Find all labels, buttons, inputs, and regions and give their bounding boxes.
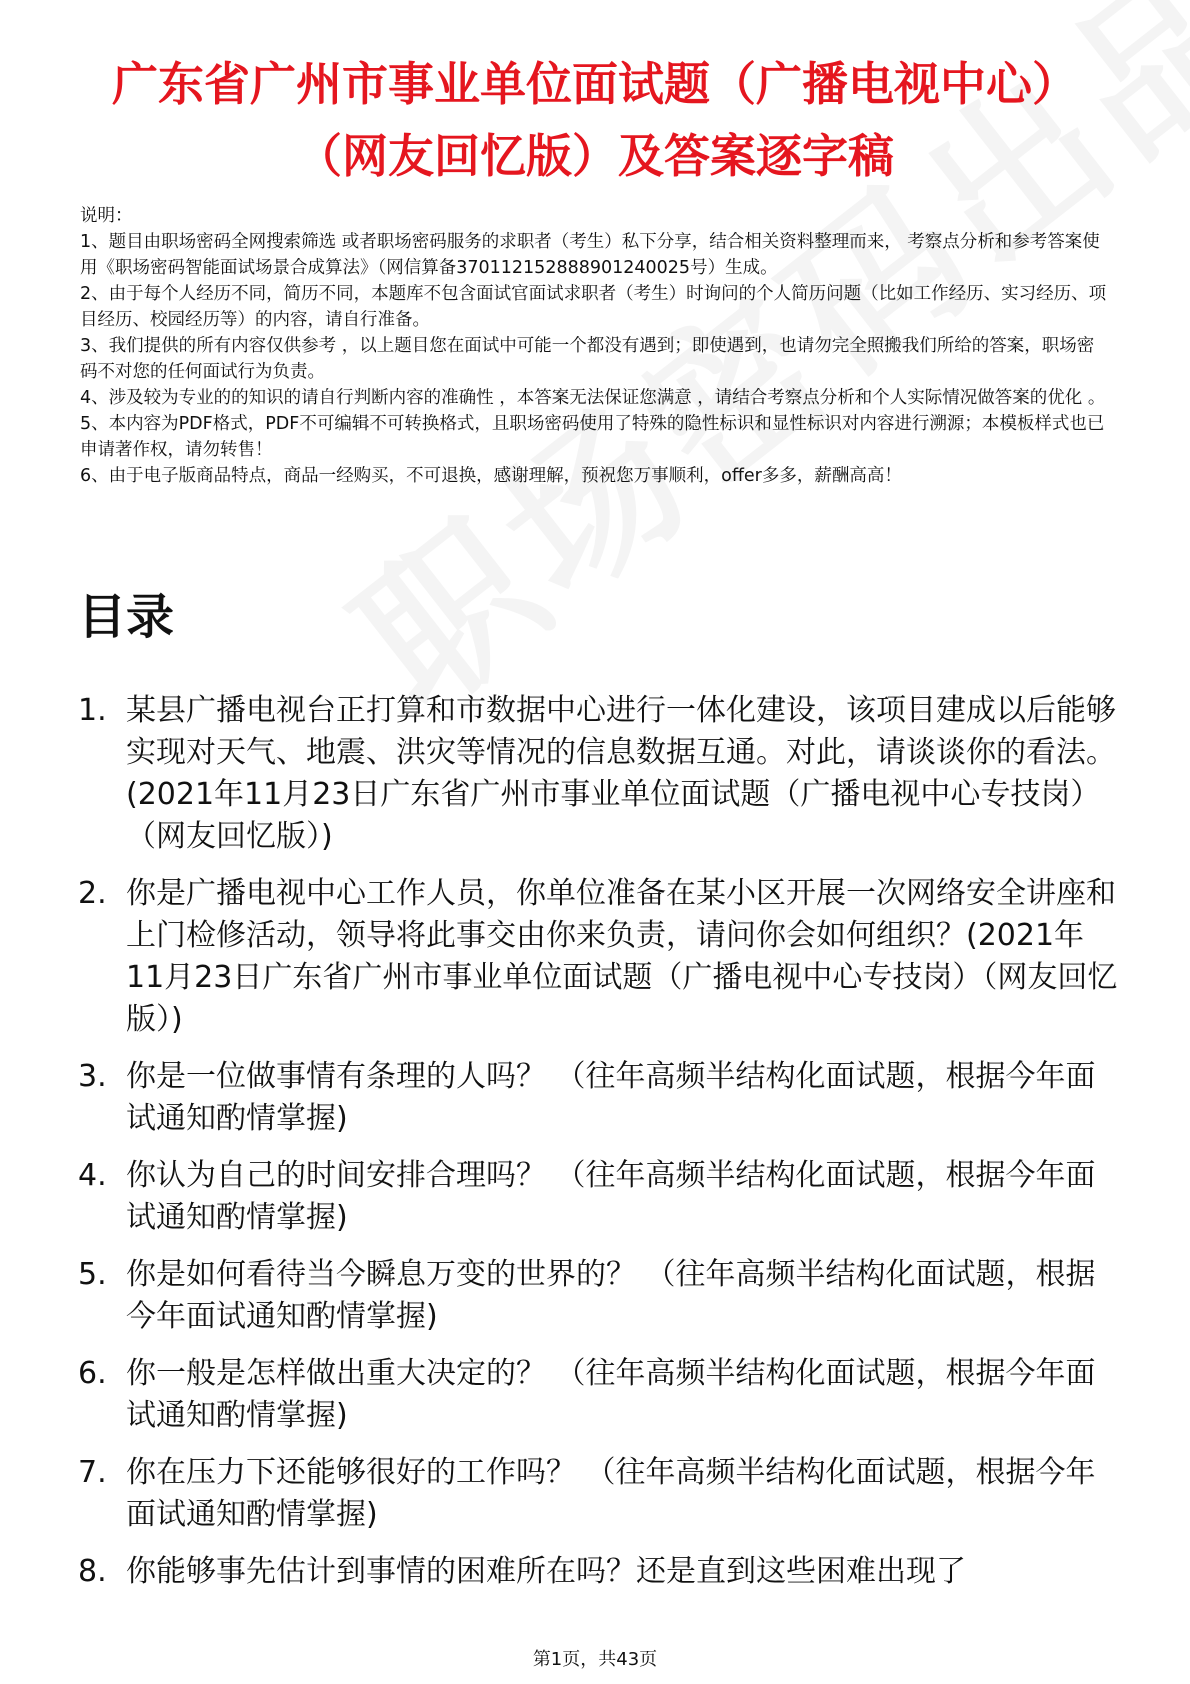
notes-item: 6、由于电子版商品特点，商品一经购买，不可退换，感谢理解，预祝您万事顺利，offer多多，薪酬高高！ (80, 466, 902, 486)
toc-item[interactable] (78, 873, 1118, 1041)
toc-heading: 目录 (78, 589, 175, 645)
toc-item-text[interactable]: 你认为自己的时间安排合理吗？ （往年高频半结构化面试题，根据今年面试通知酌情掌握) (126, 1158, 1096, 1235)
toc-item-text[interactable]: 你能够事先估计到事情的困难所在吗？还是直到这些困难出现了 (126, 1554, 966, 1589)
toc-list (78, 690, 1118, 1608)
toc-item-number: 6. (78, 1356, 107, 1391)
toc-item[interactable] (78, 1155, 1118, 1239)
toc-item-text[interactable]: 你是广播电视中心工作人员，你单位准备在某小区开展一次网络安全讲座和上门检修活动，领导将此事交由你来负责，请问你会如何组织？(2021年11月23日广东省广州市事业单位面试题（广播电视中心专技岗）（网友回忆版）) (126, 876, 1118, 1037)
toc-item[interactable] (78, 1353, 1118, 1437)
toc-item[interactable] (78, 1056, 1118, 1140)
toc-item-text[interactable]: 你是如何看待当今瞬息万变的世界的？ （往年高频半结构化面试题，根据今年面试通知酌情掌握) (126, 1257, 1096, 1334)
notes-heading: 说明： (80, 206, 133, 226)
notes-item: 5、本内容为PDF格式，PDF不可编辑不可转换格式，且职场密码使用了特殊的隐性标识和显性标识对内容进行溯源；本模板样式也已申请著作权，请勿转售！ (80, 414, 1105, 460)
notes-item: 2、由于每个人经历不同，简历不同，本题库不包含面试官面试求职者（考生）时询问的个人简历问题（比如工作经历、实习经历、项目经历、校园经历等）的内容，请自行准备。 (80, 284, 1107, 330)
toc-item-text[interactable]: 某县广播电视台正打算和市数据中心进行一体化建设，该项目建成以后能够实现对天气、地震、洪灾等情况的信息数据互通。对此，请谈谈你的看法。(2021年11月23日广东省广州市事业单位面试题（广播电视中心专技岗）（网友回忆版）) (126, 693, 1116, 854)
notes-item: 4、涉及较为专业的的知识的请自行判断内容的准确性 ，本答案无法保证您满意 ，请结合考察点分析和个人实际情况做答案的优化 。 (80, 388, 1106, 408)
notes-section (80, 203, 1110, 489)
toc-item-number: 8. (78, 1554, 107, 1589)
toc-item-number: 5. (78, 1257, 107, 1292)
toc-item-number: 1. (78, 693, 107, 728)
toc-item-text[interactable]: 你是一位做事情有条理的人吗？ （往年高频半结构化面试题，根据今年面试通知酌情掌握) (126, 1059, 1096, 1136)
toc-item[interactable] (78, 690, 1118, 858)
toc-item[interactable] (78, 1452, 1118, 1536)
notes-item: 1、题目由职场密码全网搜索筛选 或者职场密码服务的求职者（考生）私下分享，结合相关资料整理而来， 考察点分析和参考答案使用《职场密码智能面试场景合成算法》（网信算备370112152888901240025号）生成。 (80, 232, 1100, 278)
toc-item-text[interactable]: 你在压力下还能够很好的工作吗？ （往年高频半结构化面试题，根据今年面试通知酌情掌握) (126, 1455, 1096, 1532)
toc-item[interactable] (78, 1551, 1118, 1593)
document-title: 广东省广州市事业单位面试题（广播电视中心）（网友回忆版）及答案逐字稿 (112, 57, 1078, 183)
page-footer: 第1页，共43页 (532, 1649, 658, 1670)
toc-item-number: 4. (78, 1158, 107, 1193)
toc-item-number: 3. (78, 1059, 107, 1094)
toc-item-number: 2. (78, 876, 107, 911)
toc-item-text[interactable]: 你一般是怎样做出重大决定的？ （往年高频半结构化面试题，根据今年面试通知酌情掌握) (126, 1356, 1096, 1433)
toc-item[interactable] (78, 1254, 1118, 1338)
notes-item: 3、我们提供的所有内容仅供参考 ，以上题目您在面试中可能一个都没有遇到；即使遇到，也请勿完全照搬我们所给的答案，职场密码不对您的任何面试行为负责。 (80, 336, 1095, 382)
toc-item-number: 7. (78, 1455, 107, 1490)
